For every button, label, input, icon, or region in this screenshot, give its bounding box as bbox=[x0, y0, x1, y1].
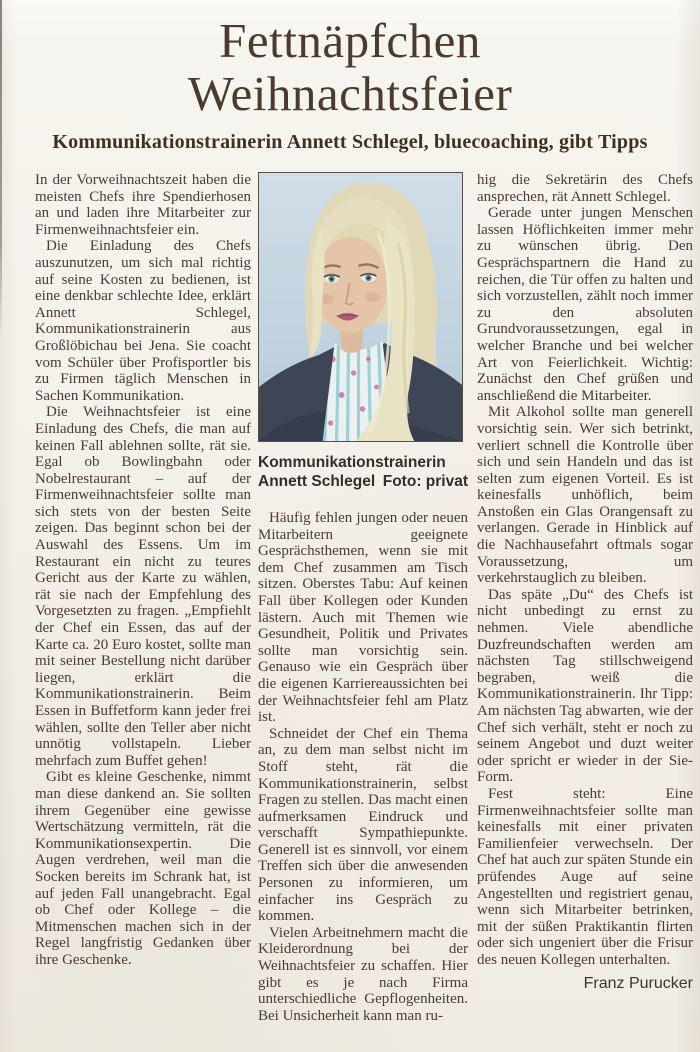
paragraph: Gibt es kleine Geschenke, nimmt man diese dankend an. Sie sollten ihrem Gegenüber eine gewisse Wertschätzung vermitteln, rät die Kommunikationsexpertin. Die Augen verdrehen, weil man die Socken bereits im Schrank hat, ist auf jeden Fall unangebracht. Egal ob Chef oder Kollege – die Mitmenschen machen sich in der Regel langfristig Gedanken über ihre Geschenke. bbox=[35, 769, 251, 968]
paragraph: Fest steht: Eine Firmenweihnachtsfeier sollte man keinesfalls mit einer privaten Familienfeier verwechseln. Der Chef hat auch zur späten Stunde ein prüfendes Auge auf seine Angestellten und registriert genau, wenn sich Mitarbeiter betrinken, mit der süßen Praktikantin flirten oder sich ungeniert über die Frisur des neuen Kollegen unterhalten. bbox=[477, 785, 693, 968]
paragraph: Schneidet der Chef ein Thema an, zu dem man selbst nicht im Stoff steht, rät die Kommunikationstrainerin, selbst Fragen zu stellen. Das macht einen aufmerksamen Eindruck und verschafft Sympathiepunkte. Generell ist es sinnvoll, vor einem Treffen sich über die anwesenden Personen zu informieren, um einfacher ins Gespräch zu kommen. bbox=[258, 725, 468, 925]
title-line-1: Fettnäpfchen bbox=[219, 13, 481, 68]
paragraph: Vielen Arbeitnehmern macht die Kleiderordnung bei der Weihnachtsfeier zu schaffen. Hier gibt es je nach Firma unterschiedliche Gepflogenheiten. Bei Unsicherheit kann man ru- bbox=[258, 924, 468, 1024]
column-middle bbox=[258, 172, 468, 1032]
paragraph: In der Vorweihnachtszeit haben die meisten Chefs ihre Spendierhosen an und laden ihre Mitarbeiter zur Firmenweihnachtsfeier ein. bbox=[35, 172, 251, 238]
article-subtitle: Kommunikationstrainerin Annett Schlegel, bluecoaching, gibt Tipps bbox=[52, 131, 648, 153]
caption-line-1: Kommunikationstrainerin bbox=[258, 454, 446, 471]
paragraph: Gerade unter jungen Menschen lassen Höflichkeiten immer mehr zu wünschen übrig. Den Gesprächspartnern die Hand zu reichen, die Tür offen zu halten und sich vorzustellen, zählt noch immer zu den absoluten Grundvoraussetzungen, egal in welcher Branche und bei welcher Art von Feierlichkeit. Wichtig: Zunächst den Chef grüßen und anschließend die Mitarbeiter. bbox=[477, 205, 693, 404]
title-line-2: Weihnachtsfeier bbox=[187, 66, 513, 121]
author-byline: Franz Purucker bbox=[583, 974, 693, 992]
column-right bbox=[477, 172, 693, 1042]
paragraph: hig die Sekretärin des Chefs ansprechen, rät Annett Schlegel. bbox=[477, 172, 693, 205]
paragraph: Mit Alkohol sollte man generell vorsichtig sein. Wer sich betrinkt, verliert schnell die Kontrolle über sich und sein Handeln und das ist selten zum eigenen Vorteil. Es ist keinesfalls unhöflich, beim Anstoßen ein Glas Orangensaft zu verlangen. Gerade in Hinblick auf die Nachhausefahrt oftmals sogar Voraussetzung, um verkehrstauglich zu bleiben. bbox=[477, 404, 693, 587]
paragraph: Das späte „Du“ des Chefs ist nicht unbedingt zu ernst zu nehmen. Viele abendliche Duzfreundschaften werden am nächsten Tag stillschweigend begraben, weiß die Kommunikationstrainerin. Ihr Tipp: Am nächsten Tag abwarten, wie der Chef sich verhält, steht er noch zu seinem Angebot und duzt weiter oder spricht er wieder in der Sie-Form. bbox=[477, 586, 693, 786]
photo-credit: Foto: privat bbox=[382, 473, 468, 490]
paragraph: Die Einladung des Chefs auszunutzen, um sich mal richtig auf seine Kosten zu bedienen, ist eine denkbar schlechte Idee, erklärt Annett Schlegel, Kommunikationstrainerin aus Großlöbichau bei Jena. Sie coacht vom Schüler über Profisportler bis zu Firmen täglich Menschen in Sachen Kommunikation. bbox=[35, 238, 251, 404]
caption-line-2: Annett Schlegel bbox=[258, 473, 376, 490]
article-header bbox=[0, 14, 700, 154]
portrait-photo bbox=[258, 172, 463, 442]
paragraph: Die Weihnachtsfeier ist eine Einladung des Chefs, die man auf keinen Fall ablehnen sollte, rät sie. Egal ob Bowlingbahn oder Nobelrestaurant – auf der Firmenweihnachtsfeier sollte man sich stets von der besten Seite zeigen. Das beginnt schon bei der Auswahl des Essens. Um im Restaurant ein nicht zu teures Gericht aus der Karte zu wählen, rät sie nach der Empfehlung des Vorgesetzten zu fragen. „Empfiehlt der Chef ein Essen, das auf der Karte ca. 20 Euro kostet, sollte man mit seiner Bestellung nicht darüber liegen, erklärt die Kommunikationstrainerin. Beim Essen in Buffetform kann jeder frei wählen, sollte den Teller aber nicht unnötig vollstapeln. Lieber mehrfach zum Buffet gehen! bbox=[35, 404, 251, 769]
paragraph: Häufig fehlen jungen oder neuen Mitarbeitern geeignete Gesprächsthemen, wenn sie mit dem Chef zusammen am Tisch sitzen. Oberstes Tabu: Auf keinen Fall über Kollegen oder Kunden lästern. Auch mit Themen wie Gesundheit, Politik und Privates sollte man vorsichtig sein. Genauso wie ein Gespräch über die eigenen Karriereaussichten bei der Weihnachtsfeier fehl am Platz ist. bbox=[258, 510, 468, 726]
portrait-illustration bbox=[259, 173, 462, 441]
column-left bbox=[35, 172, 251, 1017]
photo-caption bbox=[258, 453, 468, 491]
article-title bbox=[0, 14, 700, 120]
